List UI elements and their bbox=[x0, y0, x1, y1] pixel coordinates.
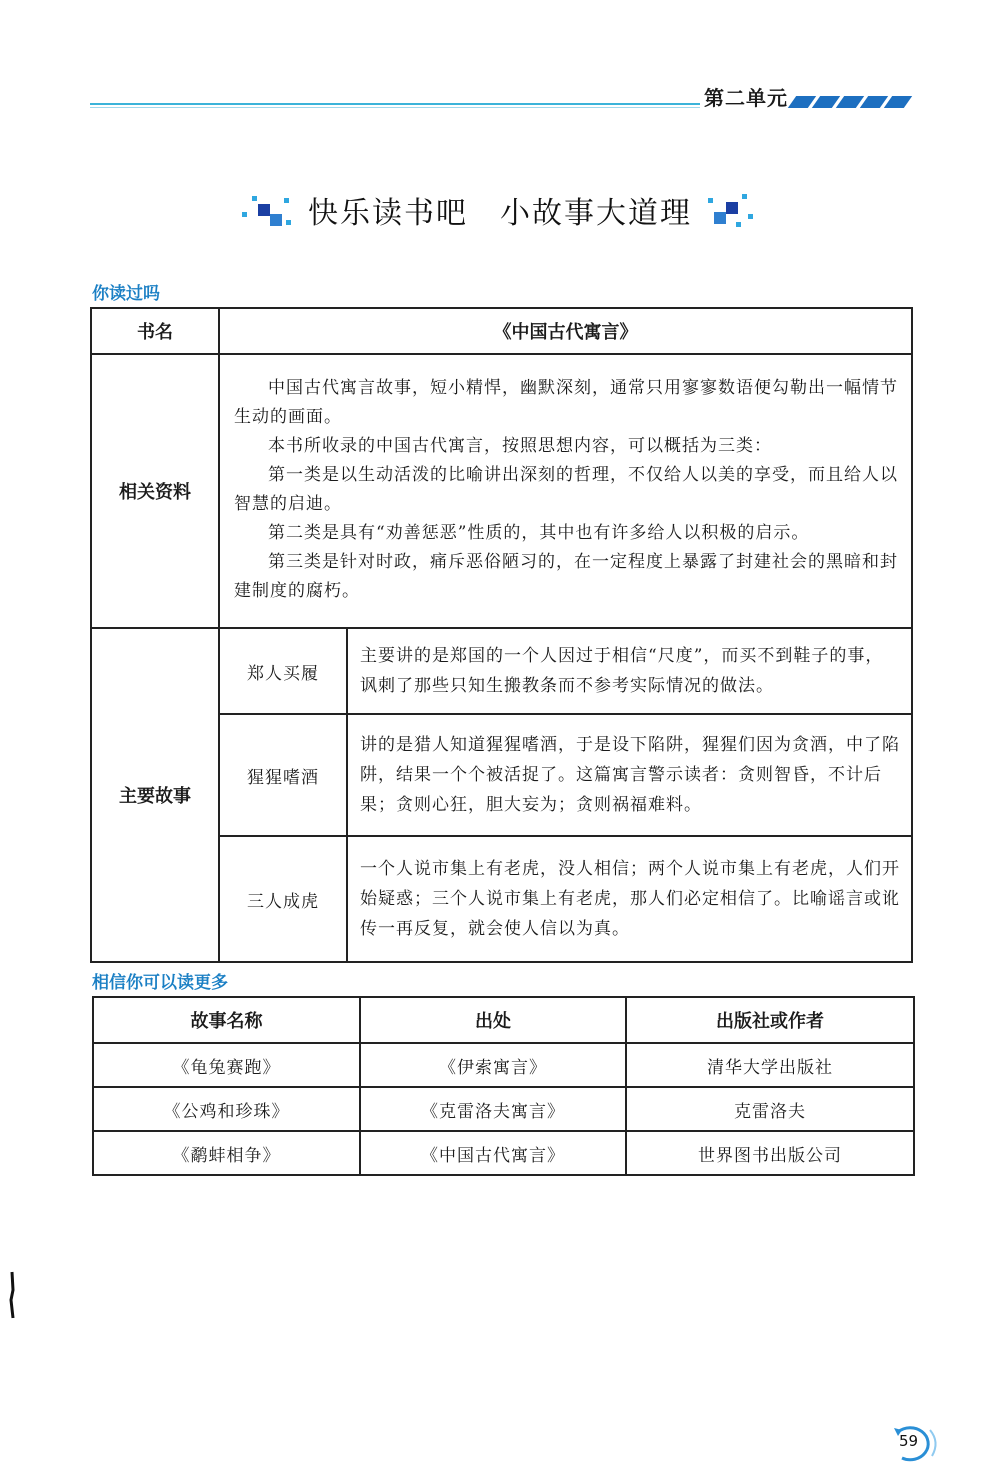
source-cell: 《伊索寓言》 bbox=[360, 1043, 626, 1087]
table-row bbox=[93, 1087, 914, 1131]
info-paragraph: 中国古代寓言故事，短小精悍，幽默深刻，通常只用寥寥数语便勾勒出一幅情节生动的画面。 bbox=[234, 378, 898, 427]
header-rule bbox=[90, 103, 700, 105]
margin-mark-icon bbox=[8, 1270, 16, 1320]
info-content bbox=[219, 354, 912, 628]
story-desc: 讲的是猎人知道猩猩嗜酒，于是设下陷阱，猩猩们因为贪酒，中了陷阱，结果一个个被活捉了。这篇寓言警示读者：贪则智昏，不计后果；贪则心狂，胆大妄为；贪则祸福难料。 bbox=[347, 714, 912, 836]
section-label-more: 相信你可以读更多 bbox=[92, 973, 228, 993]
info-paragraph: 第二类是具有“劝善惩恶”性质的，其中也有许多给人以积极的启示。 bbox=[268, 523, 810, 543]
header-stripes-decoration bbox=[792, 93, 917, 107]
more-books-table bbox=[92, 996, 915, 1176]
story-title-cell: 《龟兔赛跑》 bbox=[93, 1043, 360, 1087]
page-title: 快乐读书吧 小故事大道理 bbox=[308, 196, 692, 231]
section-label-read: 你读过吗 bbox=[92, 284, 160, 304]
right-square-decoration-icon bbox=[706, 190, 760, 230]
page-number: 59 bbox=[899, 1432, 919, 1450]
column-header: 出版社或作者 bbox=[626, 997, 914, 1043]
source-cell: 《中国古代寓言》 bbox=[360, 1131, 626, 1175]
info-paragraph: 第一类是以生动活泼的比喻讲出深刻的哲理，不仅给人以美的享受，而且给人以智慧的启迪。 bbox=[234, 465, 898, 514]
story-name: 郑人买履 bbox=[219, 628, 347, 714]
title-bar bbox=[0, 180, 1000, 240]
story-title-cell: 《鹬蚌相争》 bbox=[93, 1131, 360, 1175]
table-row bbox=[91, 308, 912, 354]
stories-label: 主要故事 bbox=[91, 628, 219, 962]
publisher-cell: 世界图书出版公司 bbox=[626, 1131, 914, 1175]
story-title-cell: 《公鸡和珍珠》 bbox=[93, 1087, 360, 1131]
table-row bbox=[91, 354, 912, 628]
left-square-decoration-icon bbox=[240, 190, 294, 230]
table-header-row bbox=[93, 997, 914, 1043]
story-desc: 一个人说市集上有老虎，没人相信；两个人说市集上有老虎，人们开始疑惑；三个人说市集上有老虎，那人们必定相信了。比喻谣言或讹传一再反复，就会使人信以为真。 bbox=[347, 836, 912, 962]
table-row bbox=[91, 628, 912, 714]
story-name: 三人成虎 bbox=[219, 836, 347, 962]
book-title: 《中国古代寓言》 bbox=[219, 308, 912, 354]
info-paragraph: 本书所收录的中国古代寓言，按照思想内容，可以概括为三类： bbox=[268, 436, 772, 456]
column-header: 故事名称 bbox=[93, 997, 360, 1043]
info-label: 相关资料 bbox=[91, 354, 219, 628]
publisher-cell: 清华大学出版社 bbox=[626, 1043, 914, 1087]
source-cell: 《克雷洛夫寓言》 bbox=[360, 1087, 626, 1131]
book-title-label: 书名 bbox=[91, 308, 219, 354]
info-paragraph: 第三类是针对时政，痛斥恶俗陋习的，在一定程度上暴露了封建社会的黑暗和封建制度的腐朽。 bbox=[234, 552, 898, 601]
story-name: 猩猩嗜酒 bbox=[219, 714, 347, 836]
story-desc: 主要讲的是郑国的一个人因过于相信“尺度”，而买不到鞋子的事，讽刺了那些只知生搬教条而不参考实际情况的做法。 bbox=[347, 628, 912, 714]
table-row bbox=[93, 1131, 914, 1175]
publisher-cell: 克雷洛夫 bbox=[626, 1087, 914, 1131]
book-info-table bbox=[90, 307, 913, 963]
column-header: 出处 bbox=[360, 997, 626, 1043]
table-row bbox=[93, 1043, 914, 1087]
header-rule-thin bbox=[90, 107, 700, 108]
unit-label: 第二单元 bbox=[704, 86, 788, 110]
